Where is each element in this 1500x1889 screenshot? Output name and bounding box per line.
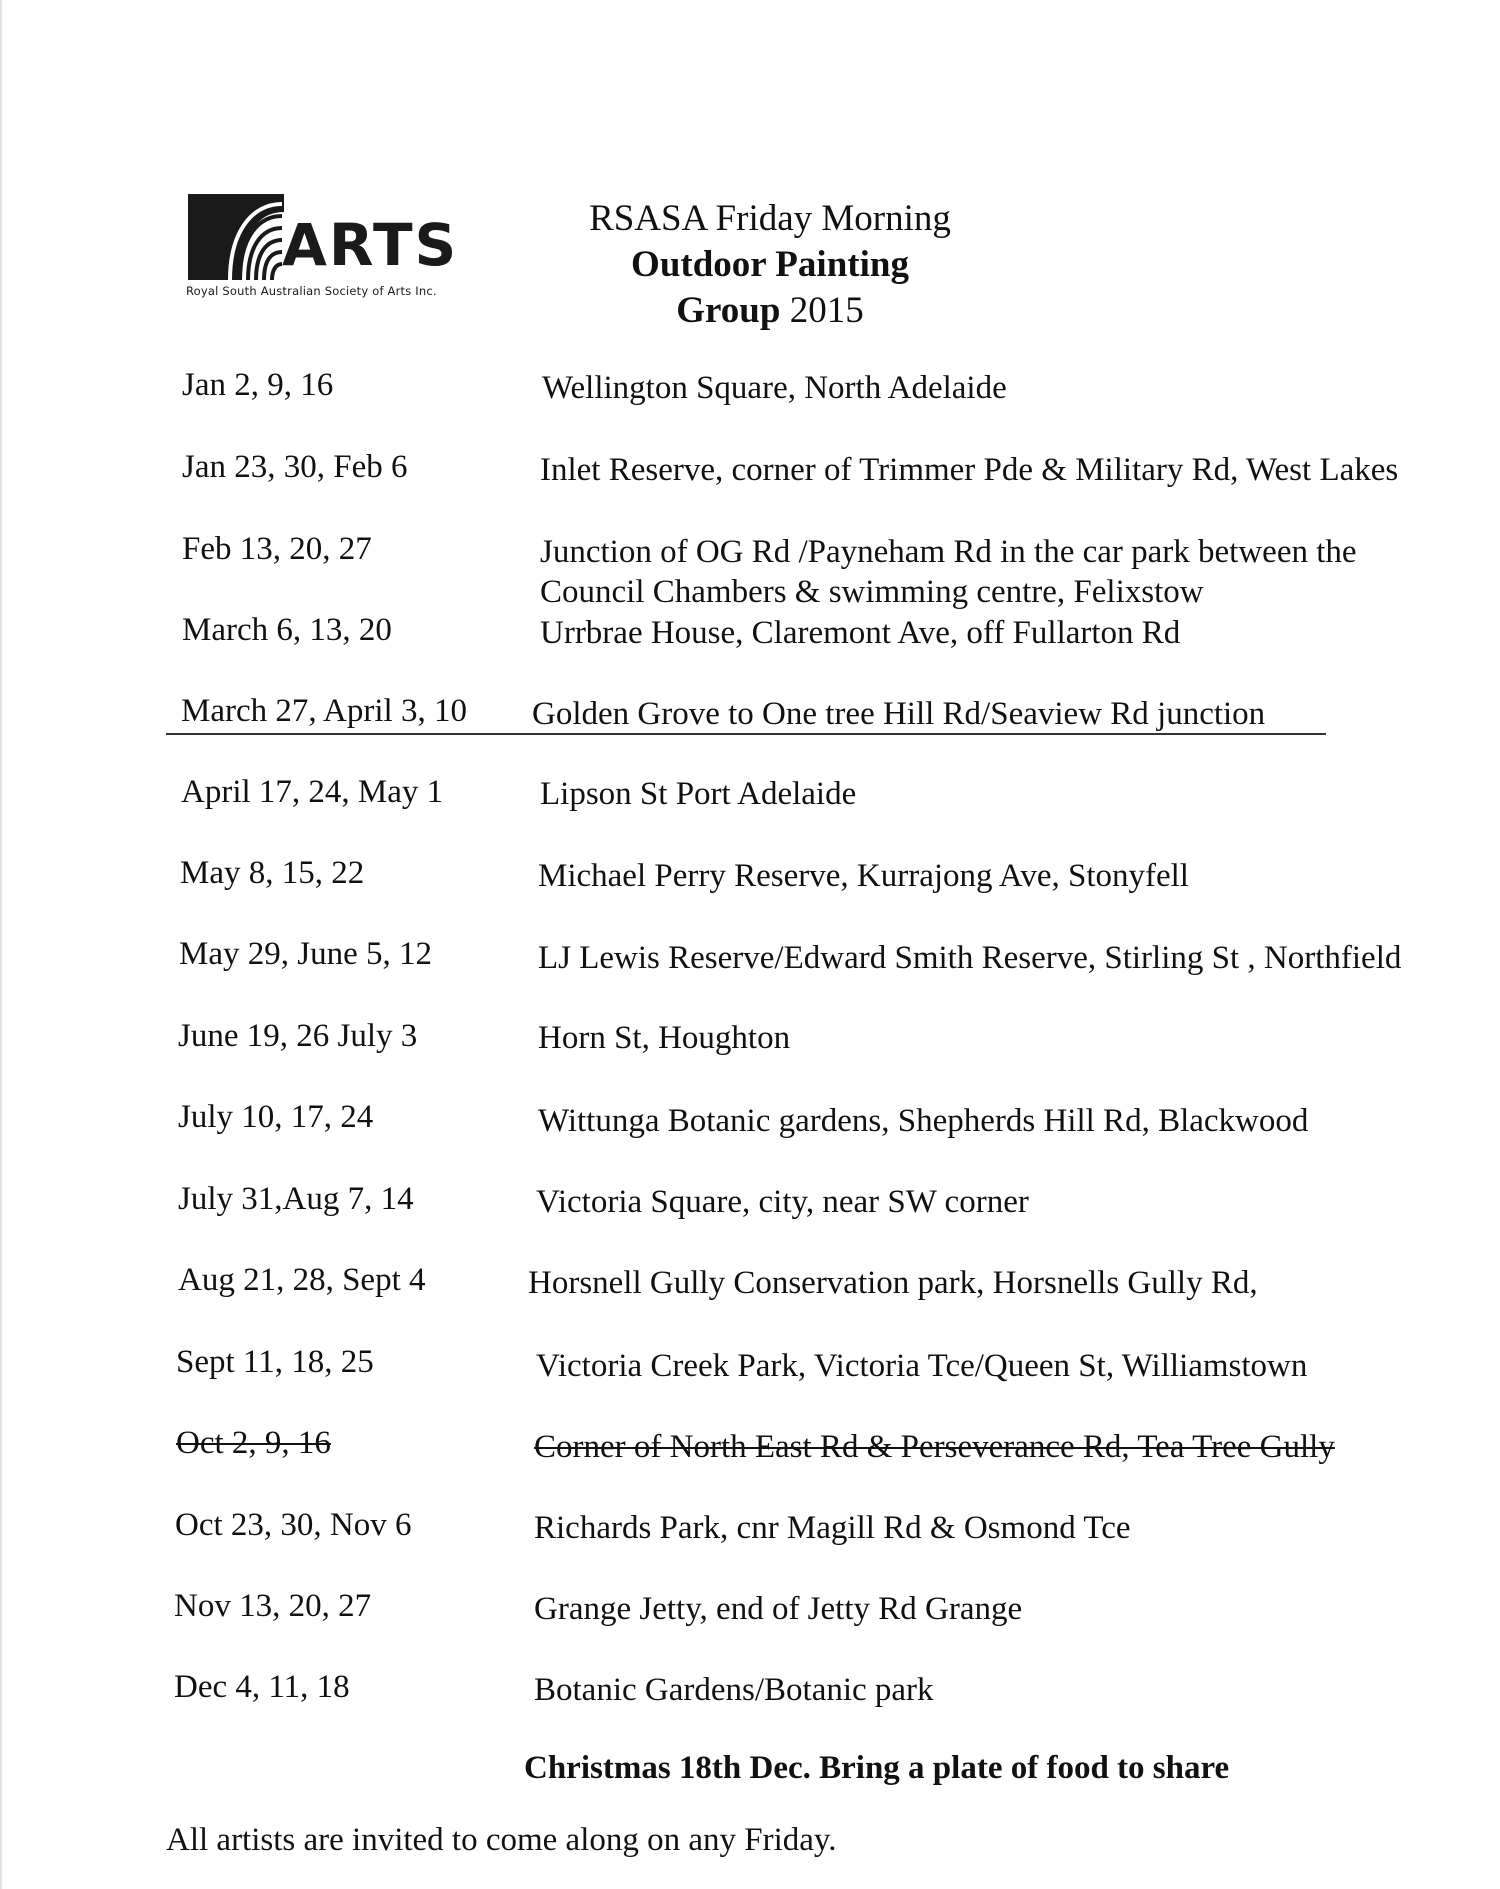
schedule-location: Victoria Square, city, near SW corner — [536, 1184, 1029, 1220]
logo-subtitle: Royal South Australian Society of Arts Inc. — [186, 284, 437, 298]
schedule-location: Michael Perry Reserve, Kurrajong Ave, Stonyfell — [538, 858, 1189, 894]
schedule-location: Richards Park, cnr Magill Rd & Osmond Tce — [534, 1510, 1131, 1546]
logo-wordmark: ARTS — [282, 211, 459, 279]
schedule-date: Dec 4, 11, 18 — [174, 1669, 350, 1705]
rsasa-logo — [186, 192, 476, 302]
christmas-note: Christmas 18th Dec. Bring a plate of food to share — [524, 1750, 1230, 1786]
schedule-location: LJ Lewis Reserve/Edward Smith Reserve, Stirling St , Northfield — [538, 940, 1402, 976]
schedule-date: July 10, 17, 24 — [178, 1099, 374, 1135]
schedule-date: Aug 21, 28, Sept 4 — [178, 1262, 426, 1298]
schedule-location: Botanic Gardens/Botanic park — [534, 1672, 934, 1708]
schedule-date: Sept 11, 18, 25 — [176, 1344, 374, 1380]
title-bold1: Outdoor Painting — [631, 244, 909, 285]
schedule-date: July 31,Aug 7, 14 — [178, 1181, 414, 1217]
schedule-location: Urrbrae House, Claremont Ave, off Fullarton Rd — [540, 615, 1181, 651]
schedule-location-cancelled: Corner of North East Rd & Perseverance Rd, Tea Tree Gully — [534, 1429, 1335, 1465]
schedule-location: Golden Grove to One tree Hill Rd/Seaview Rd junction — [532, 696, 1266, 732]
schedule-date-cancelled: Oct 2, 9, 16 — [176, 1425, 331, 1461]
schedule-date: Jan 23, 30, Feb 6 — [182, 449, 408, 485]
schedule-location: Grange Jetty, end of Jetty Rd Grange — [534, 1591, 1023, 1627]
schedule-location: Wellington Square, North Adelaide — [542, 370, 1007, 406]
schedule-location: Victoria Creek Park, Victoria Tce/Queen St, Williamstown — [536, 1348, 1308, 1384]
schedule-date: Oct 23, 30, Nov 6 — [175, 1507, 412, 1543]
title-part2: 2015 — [780, 290, 864, 331]
schedule-date: June 19, 26 July 3 — [178, 1018, 418, 1054]
schedule-location: Lipson St Port Adelaide — [540, 776, 857, 812]
schedule-date: May 29, June 5, 12 — [179, 936, 432, 972]
schedule-location: Horsnell Gully Conservation park, Horsnells Gully Rd, — [528, 1265, 1258, 1301]
schedule-location: Horn St, Houghton — [538, 1020, 791, 1056]
title-bold2: Group — [676, 290, 781, 331]
schedule-date: March 6, 13, 20 — [182, 612, 392, 648]
schedule-location: Inlet Reserve, corner of Trimmer Pde & Military Rd, West Lakes — [540, 452, 1399, 488]
page-title — [520, 196, 1020, 334]
schedule-date: Nov 13, 20, 27 — [174, 1588, 372, 1624]
title-part1: RSASA Friday Morning — [589, 198, 951, 239]
schedule-location: Wittunga Botanic gardens, Shepherds Hill Rd, Blackwood — [538, 1103, 1309, 1139]
schedule-location: Junction of OG Rd /Payneham Rd in the car park between the Council Chambers & swimming centre, Felixstow — [540, 534, 1357, 610]
schedule-date: Feb 13, 20, 27 — [182, 531, 372, 567]
schedule-date: March 27, April 3, 10 — [181, 693, 467, 729]
invitation-text: All artists are invited to come along on any Friday. — [166, 1822, 837, 1858]
schedule-date: Jan 2, 9, 16 — [182, 367, 334, 403]
arch-logo-icon — [186, 192, 286, 282]
underline-rule — [166, 733, 1326, 735]
schedule-date: May 8, 15, 22 — [180, 855, 365, 891]
page-edge — [0, 0, 3, 1889]
schedule-date: April 17, 24, May 1 — [181, 774, 444, 810]
